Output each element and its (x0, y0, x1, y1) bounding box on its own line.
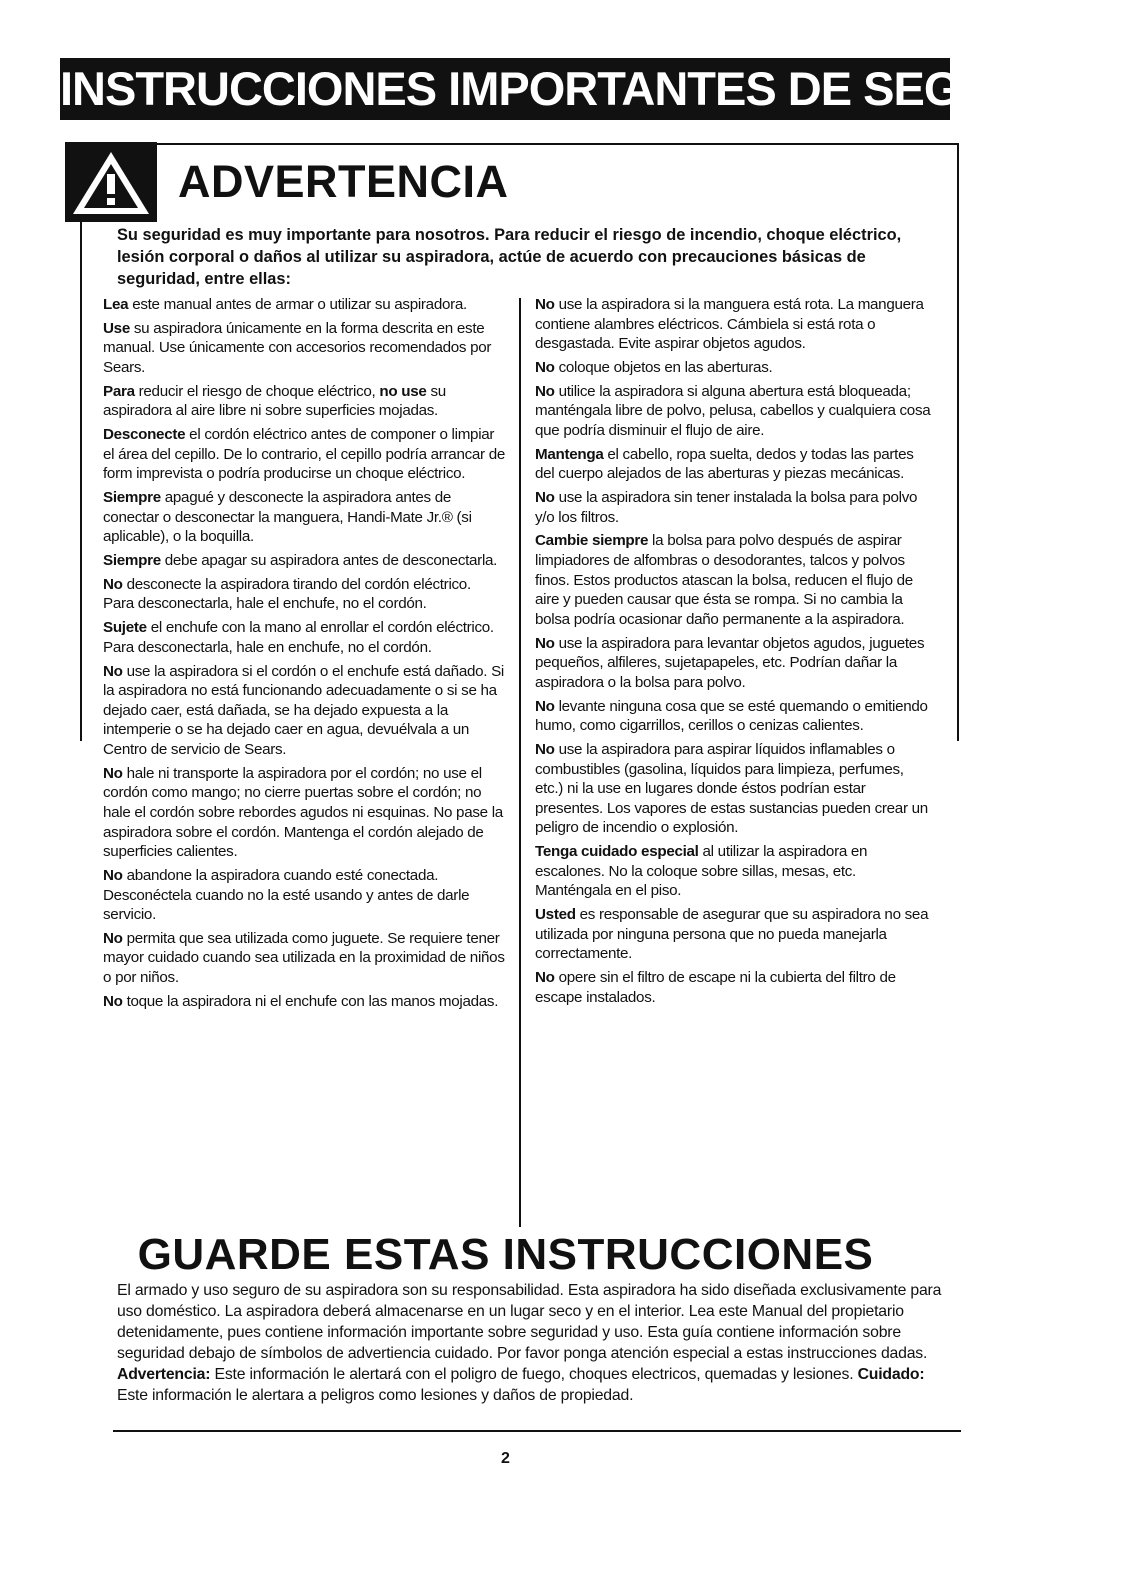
instruction-lead: No (535, 697, 555, 715)
instruction-lead: No (535, 634, 555, 652)
instruction-lead: Sujete (103, 619, 147, 637)
column-divider (519, 298, 521, 1227)
instruction-item (103, 618, 505, 657)
instruction-item (535, 842, 935, 901)
instruction-text: utilice la aspiradora si alguna abertura está bloqueada; manténgala libre de polvo, pelusa, cabellos y cualquiera cosa que podría disminuir el flujo de aire. (535, 382, 931, 439)
footer-text-2: Este información le alertará con el poligro de fuego, choques electricos, quemadas y lesiones. (210, 1366, 858, 1383)
instruction-item (103, 319, 505, 378)
instruction-text: este manual antes de armar o utilizar su aspiradora. (128, 296, 467, 313)
safety-banner-title: INSTRUCCIONES IMPORTANTES DE SEGURIDAD (60, 58, 950, 120)
instruction-text: toque la aspiradora ni el enchufe con las manos mojadas. (122, 992, 499, 1010)
instruction-item (103, 866, 505, 925)
instruction-lead: No (103, 764, 123, 782)
instruction-text: use la aspiradora para levantar objetos agudos, juguetes pequeños, alfileres, sujetapapeles, etc. Podrían dañar la aspiradora o la bolsa para polvo. (535, 634, 925, 691)
instruction-text: abandone la aspiradora cuando esté conectada. Desconéctela cuando no la esté usando y antes de darle servicio. (103, 866, 470, 924)
instruction-item (535, 531, 935, 629)
instruction-lead: Tenga cuidado especial (535, 843, 699, 861)
instruction-lead: No (535, 740, 555, 758)
instruction-lead: No (103, 929, 123, 947)
instruction-lead: Mantenga (535, 445, 604, 463)
instruction-lead: No (535, 969, 555, 987)
instruction-text: debe apagar su aspiradora antes de desconectarla. (160, 552, 498, 570)
warning-triangle-icon (65, 142, 157, 222)
instruction-lead: No (103, 866, 123, 884)
instruction-lead: No (103, 662, 123, 680)
instruction-text: apagué y desconecte la aspiradora antes de conectar o desconectar la manguera, Handi-Mate Jr.® (si aplicable), o la boquilla. (103, 489, 472, 546)
instruction-lead: Siempre (103, 489, 161, 507)
instruction-text: levante ninguna cosa que se esté quemando o emitiendo humo, como cigarrillos, cerillos o cenizas calientes. (535, 697, 928, 735)
right-instructions-column (535, 295, 935, 1011)
instruction-lead: No (103, 992, 123, 1010)
instruction-text: permita que sea utilizada como juguete. Se requiere tener mayor cuidado cuando sea utilizada en la proximidad de niños o por niños. (103, 929, 505, 987)
instruction-item (535, 445, 935, 484)
instruction-text: desconecte la aspiradora tirando del cordón eléctrico. Para desconectarla, hale el enchufe, no el cordón. (103, 575, 471, 613)
footer-paragraph (117, 1280, 949, 1406)
instruction-lead: Use (103, 319, 130, 337)
left-instructions-column (103, 295, 505, 1016)
instruction-text: su aspiradora al aire libre ni sobre superficies mojadas. (103, 382, 446, 420)
instruction-text: use la aspiradora para aspirar líquidos inflamables o combustibles (gasolina, líquidos para limpieza, perfumes, etc.) ni la use en lugares donde éstos podrían estar presentes. Los vapores de estas sustancias pueden crear un peligro de incendio o explosión. (535, 740, 928, 837)
instruction-item (103, 425, 505, 484)
instruction-emphasis: no use (379, 382, 427, 400)
instruction-lead: No (535, 382, 555, 400)
footer-warning-label: Advertencia: (117, 1366, 211, 1383)
instruction-text: reducir el riesgo de choque eléctrico, (134, 382, 380, 400)
instruction-text: la bolsa para polvo después de aspirar limpiadores de alfombras o desodorantes, talcos y polvos finos. Estos productos atascan la bolsa, reducen el flujo de aire y pueden causar que ésta se rompa. Si no cambia la bolsa podría ocasionar daño permanente a la aspiradora. (535, 532, 913, 628)
instruction-item (535, 905, 935, 964)
instruction-item (103, 662, 505, 760)
instruction-item (103, 551, 505, 571)
footer-text-3: Este información le alertara a peligros como lesiones y daños de propiedad. (117, 1387, 634, 1404)
instruction-text: use la aspiradora sin tener instalada la bolsa para polvo y/o los filtros. (535, 489, 918, 526)
instruction-item (103, 992, 505, 1012)
instruction-item (103, 575, 505, 614)
instruction-text: hale ni transporte la aspiradora por el cordón; no use el cordón como mango; no cierre puertas sobre el cordón; no hale el cordón sobre rebordes agudos ni esquinas. No pase la aspiradora sobre el cordón. Mantenga el cordón alejado de superficies calientes. (103, 764, 503, 861)
footer-rule (113, 1430, 961, 1432)
instruction-item (103, 488, 505, 547)
instruction-lead: Cambie siempre (535, 532, 649, 550)
instruction-lead: Siempre (103, 552, 161, 570)
instruction-text: su aspiradora únicamente en la forma descrita en este manual. Use únicamente con accesorios recomendados por Sears. (103, 319, 492, 376)
instruction-item (535, 968, 935, 1007)
instruction-item (535, 740, 935, 838)
instruction-item (103, 764, 505, 862)
instruction-lead: Para (103, 382, 135, 400)
instruction-text: al utilizar la aspiradora en escalones. No la coloque sobre sillas, mesas, etc. Manténgala en el piso. (535, 843, 868, 900)
instruction-item (535, 488, 935, 527)
warning-intro: Su seguridad es muy importante para nosotros. Para reducir el riesgo de incendio, choque eléctrico, lesión corporal o daños al utilizar su aspiradora, actúe de acuerdo con precauciones básicas de seguridad, entre ellas: (117, 226, 902, 288)
instruction-text: use la aspiradora si el cordón o el enchufe está dañado. Si la aspiradora no está funcionando adecuadamente o si se ha dejado caer, está dañada, se ha dejado expuesta a la intemperie o se ha dejado caer en agua, devuélvala a un Centro de servicio de Sears. (103, 662, 505, 758)
instruction-item (535, 295, 935, 354)
instruction-lead: No (103, 575, 123, 593)
footer-caution-label: Cuidado: (857, 1366, 925, 1383)
instruction-item (535, 358, 935, 378)
save-instructions-heading: GUARDE ESTAS INSTRUCCIONES (137, 1230, 874, 1279)
warning-title: ADVERTENCIA (178, 156, 509, 207)
instruction-lead: Usted (535, 906, 576, 924)
instruction-text: el enchufe con la mano al enrollar el cordón eléctrico. Para desconectarla, hale en enchufe, no el cordón. (103, 619, 494, 656)
instruction-item (535, 382, 935, 441)
instruction-text: opere sin el filtro de escape ni la cubierta del filtro de escape instalados. (535, 969, 896, 1006)
instruction-lead: No (535, 358, 555, 376)
instruction-item (535, 634, 935, 693)
instruction-text: es responsable de asegurar que su aspiradora no sea utilizada por ninguna persona que no pueda manejarla correctamente. (535, 906, 929, 963)
instruction-text: use la aspiradora si la manguera está rota. La manguera contiene alambres eléctricos. Cámbiela si está rota o desgastada. Evite aspirar objetos agudos. (535, 296, 924, 353)
instruction-lead: Lea (103, 296, 129, 313)
instruction-text: el cabello, ropa suelta, dedos y todas las partes del cuerpo alejados de las aberturas y piezas mecánicas. (535, 445, 914, 483)
instruction-lead: Desconecte (103, 426, 186, 444)
instruction-item (103, 295, 505, 315)
instruction-item (103, 929, 505, 988)
instruction-item (103, 382, 505, 421)
instruction-lead: No (535, 296, 555, 313)
footer-text-1: El armado y uso seguro de su aspiradora son su responsabilidad. Esta aspiradora ha sido diseñada exclusivamente para uso doméstico. La aspiradora deberá almacenarse en un lugar seco y en el interior. Lea este Manual del propietario detenidamente, pues contiene información importante sobre seguridad y uso. Esta guía contiene información sobre seguridad debajo de símbolos de advertiencia cuidado. Por favor ponga atención especial a estas instrucciones dadas. (117, 1282, 942, 1362)
instruction-text: el cordón eléctrico antes de componer o limpiar el área del cepillo. De lo contrario, el cepillo podría arrancar de form imprevista o podría producirse un choque eléctrico. (103, 426, 506, 483)
instruction-item (535, 697, 935, 736)
instruction-lead: No (535, 489, 555, 507)
page-number: 2 (501, 1450, 510, 1467)
instruction-text: coloque objetos en las aberturas. (554, 358, 773, 376)
